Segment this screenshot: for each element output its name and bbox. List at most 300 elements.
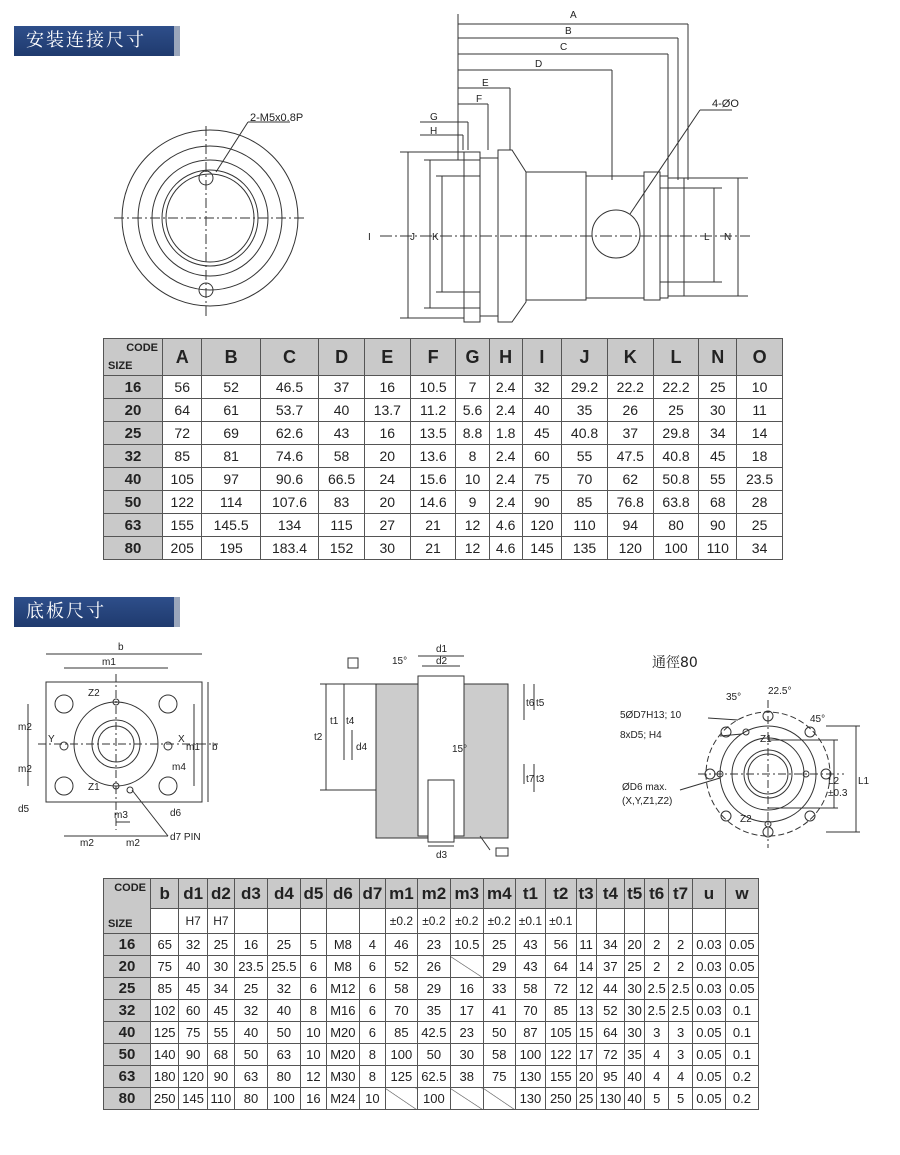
value-cell: M20 [326, 1022, 359, 1044]
value-cell: 120 [607, 537, 653, 560]
tolerance-cell [725, 909, 758, 934]
value-cell: 17 [576, 1044, 596, 1066]
value-cell: 43 [515, 934, 545, 956]
value-cell: 40.8 [562, 422, 608, 445]
column-header: G [456, 339, 489, 376]
value-cell: 30 [625, 1000, 645, 1022]
value-cell: 23 [417, 934, 450, 956]
value-cell: 81 [202, 445, 260, 468]
size-cell: 32 [104, 1000, 151, 1022]
svg-text:d5: d5 [18, 804, 30, 815]
column-header: t3 [576, 879, 596, 909]
value-cell: 6 [359, 978, 385, 1000]
value-cell: 90 [179, 1044, 207, 1066]
value-cell: 83 [319, 491, 365, 514]
value-cell: 102 [151, 1000, 179, 1022]
value-cell: 29 [483, 956, 515, 978]
table-row [104, 399, 783, 422]
column-header: d5 [300, 879, 326, 909]
value-cell: 25 [267, 934, 300, 956]
section-header-base: 底板尺寸 [14, 597, 174, 627]
value-cell: 62.6 [260, 422, 318, 445]
value-cell: 37 [596, 956, 624, 978]
table-row [104, 537, 783, 560]
value-cell: 20 [625, 934, 645, 956]
value-cell: 16 [364, 376, 410, 399]
tolerance-cell [151, 909, 179, 934]
size-cell: 80 [104, 537, 163, 560]
svg-text:d6: d6 [170, 808, 182, 819]
value-cell: 120 [179, 1066, 207, 1088]
value-cell: 40 [522, 399, 561, 422]
column-header: d4 [267, 879, 300, 909]
column-header: m4 [483, 879, 515, 909]
value-cell: 80 [235, 1088, 268, 1110]
value-cell: 105 [546, 1022, 576, 1044]
size-cell: 25 [104, 978, 151, 1000]
value-cell: 23 [450, 1022, 483, 1044]
value-cell: 40 [179, 956, 207, 978]
value-cell: 5 [300, 934, 326, 956]
value-cell: 85 [163, 445, 202, 468]
value-cell: 16 [364, 422, 410, 445]
value-cell: 58 [385, 978, 417, 1000]
value-cell: 11 [737, 399, 783, 422]
cross-section-drawing [300, 640, 560, 865]
value-cell: 25 [207, 934, 234, 956]
value-cell: 20 [364, 491, 410, 514]
value-cell: 64 [596, 1022, 624, 1044]
value-cell: 100 [515, 1044, 545, 1066]
value-cell: 2 [645, 934, 669, 956]
value-cell: 21 [410, 537, 456, 560]
value-cell: 140 [151, 1044, 179, 1066]
table-row [104, 422, 783, 445]
value-cell: 25 [625, 956, 645, 978]
tolerance-cell: ±0.1 [546, 909, 576, 934]
value-cell: 61 [202, 399, 260, 422]
value-cell: 13 [576, 1000, 596, 1022]
tolerance-cell: ±0.2 [483, 909, 515, 934]
value-cell [450, 1088, 483, 1110]
column-header: I [522, 339, 561, 376]
size-cell: 32 [104, 445, 163, 468]
value-cell: 56 [546, 934, 576, 956]
value-cell: 29 [417, 978, 450, 1000]
value-cell: 34 [737, 537, 783, 560]
table-row [104, 1066, 759, 1088]
value-cell: 70 [515, 1000, 545, 1022]
tolerance-cell [596, 909, 624, 934]
value-cell: 25 [653, 399, 699, 422]
value-cell: 22.2 [653, 376, 699, 399]
table-row [104, 978, 759, 1000]
value-cell: 63 [235, 1066, 268, 1088]
section-header-install: 安装连接尺寸 [14, 26, 174, 56]
svg-text:X: X [178, 734, 185, 745]
value-cell: 8 [359, 1066, 385, 1088]
value-cell: 50 [417, 1044, 450, 1066]
value-cell: 122 [163, 491, 202, 514]
value-cell: 30 [450, 1044, 483, 1066]
value-cell: 100 [385, 1044, 417, 1066]
side-view-drawing [360, 0, 780, 340]
column-header: m1 [385, 879, 417, 909]
svg-text:t6: t6 [526, 698, 535, 709]
value-cell: 46.5 [260, 376, 318, 399]
tolerance-cell [300, 909, 326, 934]
value-cell: 45 [207, 1000, 234, 1022]
value-cell: 40 [625, 1088, 645, 1110]
table-row [104, 376, 783, 399]
tolerance-cell [645, 909, 669, 934]
tolerance-cell: ±0.2 [417, 909, 450, 934]
front-view-drawing [100, 100, 330, 330]
value-cell: 105 [163, 468, 202, 491]
value-cell: 50.8 [653, 468, 699, 491]
hole-label: 4-ØO [712, 98, 739, 110]
value-cell: 2.4 [489, 491, 522, 514]
column-header: J [562, 339, 608, 376]
value-cell: 115 [319, 514, 365, 537]
value-cell: 134 [260, 514, 318, 537]
pattern-title: 通徑80 [652, 655, 698, 671]
value-cell: 2 [669, 934, 693, 956]
value-cell: 4.6 [489, 537, 522, 560]
svg-text:t3: t3 [536, 774, 545, 785]
tolerance-cell [235, 909, 268, 934]
value-cell: M8 [326, 934, 359, 956]
value-cell: 0.05 [693, 1066, 726, 1088]
value-cell: 30 [625, 978, 645, 1000]
value-cell: 10 [737, 376, 783, 399]
value-cell: 6 [359, 1000, 385, 1022]
svg-text:G: G [430, 112, 438, 123]
svg-text:N: N [724, 232, 732, 243]
value-cell: 12 [576, 978, 596, 1000]
svg-text:D: D [535, 59, 543, 70]
value-cell: 2.5 [645, 978, 669, 1000]
column-header: F [410, 339, 456, 376]
value-cell: 2.4 [489, 468, 522, 491]
value-cell: 35 [625, 1044, 645, 1066]
value-cell: 26 [417, 956, 450, 978]
value-cell: 0.05 [725, 956, 758, 978]
column-header: d3 [235, 879, 268, 909]
value-cell: 90 [699, 514, 737, 537]
value-cell: 55 [699, 468, 737, 491]
svg-text:Z2: Z2 [740, 814, 752, 825]
column-header: B [202, 339, 260, 376]
value-cell: 0.03 [693, 1000, 726, 1022]
value-cell: 135 [562, 537, 608, 560]
value-cell: 0.1 [725, 1022, 758, 1044]
column-header: K [607, 339, 653, 376]
value-cell: 122 [546, 1044, 576, 1066]
value-cell: 68 [207, 1044, 234, 1066]
value-cell: 9 [456, 491, 489, 514]
value-cell: 130 [515, 1066, 545, 1088]
flange-pattern-drawing [620, 680, 880, 860]
value-cell: 0.05 [693, 1088, 726, 1110]
value-cell: 65 [151, 934, 179, 956]
value-cell: 0.2 [725, 1066, 758, 1088]
size-cell: 63 [104, 1066, 151, 1088]
tolerance-cell [576, 909, 596, 934]
value-cell: 72 [163, 422, 202, 445]
value-cell: 35 [562, 399, 608, 422]
value-cell: 250 [151, 1088, 179, 1110]
svg-text:E: E [482, 78, 489, 89]
value-cell: 30 [625, 1022, 645, 1044]
value-cell: 100 [417, 1088, 450, 1110]
table-row [104, 1088, 759, 1110]
value-cell: 75 [151, 956, 179, 978]
value-cell: 90.6 [260, 468, 318, 491]
size-cell: 25 [104, 422, 163, 445]
value-cell [450, 956, 483, 978]
svg-text:b: b [118, 642, 124, 653]
value-cell: 85 [151, 978, 179, 1000]
tolerance-cell [669, 909, 693, 934]
value-cell: 40 [235, 1022, 268, 1044]
value-cell: 25 [483, 934, 515, 956]
column-header: m2 [417, 879, 450, 909]
value-cell: 5 [669, 1088, 693, 1110]
svg-text:t4: t4 [346, 716, 355, 727]
tolerance-cell [693, 909, 726, 934]
size-cell: 40 [104, 468, 163, 491]
value-cell: 34 [596, 934, 624, 956]
value-cell: 27 [364, 514, 410, 537]
value-cell: 0.03 [693, 978, 726, 1000]
value-cell: M24 [326, 1088, 359, 1110]
value-cell: 32 [179, 934, 207, 956]
value-cell: 11.2 [410, 399, 456, 422]
value-cell: 8 [456, 445, 489, 468]
value-cell: 0.2 [725, 1088, 758, 1110]
value-cell: 69 [202, 422, 260, 445]
size-cell: 80 [104, 1088, 151, 1110]
value-cell: 2.4 [489, 376, 522, 399]
value-cell: 125 [151, 1022, 179, 1044]
value-cell: 6 [300, 956, 326, 978]
svg-text:15°: 15° [392, 656, 408, 667]
value-cell: 64 [163, 399, 202, 422]
value-cell: 52 [385, 956, 417, 978]
value-cell: 50 [235, 1044, 268, 1066]
value-cell: 55 [562, 445, 608, 468]
tolerance-cell [267, 909, 300, 934]
svg-text:m2: m2 [126, 838, 140, 849]
value-cell: 90 [522, 491, 561, 514]
table-row [104, 934, 759, 956]
table-row [104, 445, 783, 468]
value-cell: 5 [645, 1088, 669, 1110]
value-cell: 3 [645, 1022, 669, 1044]
value-cell: 2.4 [489, 399, 522, 422]
svg-text:m2: m2 [18, 764, 32, 775]
value-cell: 12 [300, 1066, 326, 1088]
value-cell: 25.5 [267, 956, 300, 978]
value-cell: 29.2 [562, 376, 608, 399]
value-cell: 40 [625, 1066, 645, 1088]
svg-text:m4: m4 [172, 762, 186, 773]
value-cell: 16 [235, 934, 268, 956]
value-cell: 32 [522, 376, 561, 399]
svg-text:B: B [565, 26, 572, 37]
value-cell: 145 [179, 1088, 207, 1110]
value-cell: 2.4 [489, 445, 522, 468]
svg-text:15°: 15° [452, 744, 468, 755]
column-header: d1 [179, 879, 207, 909]
value-cell: 145.5 [202, 514, 260, 537]
svg-text:d1: d1 [436, 644, 448, 655]
value-cell: 85 [562, 491, 608, 514]
svg-text:Z1: Z1 [88, 782, 100, 793]
svg-text:5ØD7H13; 10: 5ØD7H13; 10 [620, 710, 682, 721]
value-cell [483, 1088, 515, 1110]
value-cell [385, 1088, 417, 1110]
svg-text:m2: m2 [80, 838, 94, 849]
value-cell: 107.6 [260, 491, 318, 514]
column-header: t2 [546, 879, 576, 909]
value-cell: 46 [385, 934, 417, 956]
tolerance-cell: H7 [179, 909, 207, 934]
value-cell: 35 [417, 1000, 450, 1022]
svg-text:J: J [410, 232, 415, 243]
value-cell: M20 [326, 1044, 359, 1066]
value-cell: 2 [645, 956, 669, 978]
value-cell: 4 [359, 934, 385, 956]
value-cell: 12 [456, 537, 489, 560]
value-cell: 8 [300, 1000, 326, 1022]
tolerance-cell: H7 [207, 909, 234, 934]
size-cell: 50 [104, 1044, 151, 1066]
value-cell: 23.5 [235, 956, 268, 978]
value-cell: 6 [300, 978, 326, 1000]
value-cell: 180 [151, 1066, 179, 1088]
value-cell: 47.5 [607, 445, 653, 468]
value-cell: 52 [202, 376, 260, 399]
value-cell: 63 [267, 1044, 300, 1066]
value-cell: 37 [319, 376, 365, 399]
value-cell: 29.8 [653, 422, 699, 445]
value-cell: 0.03 [693, 934, 726, 956]
value-cell: 43 [319, 422, 365, 445]
svg-text:±0.3: ±0.3 [828, 788, 848, 799]
value-cell: 24 [364, 468, 410, 491]
svg-text:Y: Y [48, 734, 55, 745]
value-cell: 64 [546, 956, 576, 978]
value-cell: 114 [202, 491, 260, 514]
column-header: L [653, 339, 699, 376]
value-cell: 74.6 [260, 445, 318, 468]
svg-text:t7: t7 [526, 774, 535, 785]
size-cell: 40 [104, 1022, 151, 1044]
svg-text:ØD6 max.: ØD6 max. [622, 782, 668, 793]
value-cell: 94 [607, 514, 653, 537]
column-header: E [364, 339, 410, 376]
svg-text:K: K [432, 232, 439, 243]
value-cell: 25 [235, 978, 268, 1000]
svg-text:L: L [704, 232, 710, 243]
value-cell: 21 [410, 514, 456, 537]
value-cell: 13.6 [410, 445, 456, 468]
value-cell: 4 [645, 1044, 669, 1066]
svg-text:m1: m1 [186, 742, 200, 753]
svg-text:F: F [476, 94, 483, 105]
value-cell: 6 [359, 956, 385, 978]
value-cell: 85 [546, 1000, 576, 1022]
value-cell: 22.2 [607, 376, 653, 399]
table-corner: CODE SIZE [104, 339, 163, 376]
value-cell: 7 [456, 376, 489, 399]
column-header: t5 [625, 879, 645, 909]
svg-text:d2: d2 [436, 656, 448, 667]
value-cell: 60 [179, 1000, 207, 1022]
tolerance-cell: ±0.2 [385, 909, 417, 934]
svg-text:m1: m1 [102, 657, 116, 668]
value-cell: M16 [326, 1000, 359, 1022]
column-header: u [693, 879, 726, 909]
value-cell: 2.5 [645, 1000, 669, 1022]
value-cell: 10 [456, 468, 489, 491]
svg-text:t1: t1 [330, 716, 339, 727]
table-row [104, 468, 783, 491]
value-cell: 72 [546, 978, 576, 1000]
value-cell: 4 [645, 1066, 669, 1088]
value-cell: 8 [359, 1044, 385, 1066]
value-cell: 30 [207, 956, 234, 978]
table-row [104, 491, 783, 514]
value-cell: 60 [522, 445, 561, 468]
value-cell: 40 [267, 1000, 300, 1022]
value-cell: 53.7 [260, 399, 318, 422]
value-cell: 50 [483, 1022, 515, 1044]
value-cell: 62 [607, 468, 653, 491]
column-header: t7 [669, 879, 693, 909]
value-cell: 34 [699, 422, 737, 445]
value-cell: 25 [699, 376, 737, 399]
column-header: H [489, 339, 522, 376]
value-cell: 56 [163, 376, 202, 399]
value-cell: 87 [515, 1022, 545, 1044]
value-cell: 15 [576, 1022, 596, 1044]
value-cell: 66.5 [319, 468, 365, 491]
base-dimensions-table [103, 878, 759, 1110]
svg-text:d3: d3 [436, 850, 448, 861]
value-cell: 130 [596, 1088, 624, 1110]
column-header: C [260, 339, 318, 376]
value-cell: M12 [326, 978, 359, 1000]
value-cell: 23.5 [737, 468, 783, 491]
value-cell: 15.6 [410, 468, 456, 491]
size-cell: 16 [104, 934, 151, 956]
column-header: b [151, 879, 179, 909]
tolerance-cell: ±0.2 [450, 909, 483, 934]
value-cell: 68 [699, 491, 737, 514]
value-cell: 58 [483, 1044, 515, 1066]
value-cell: 3 [669, 1022, 693, 1044]
value-cell: 42.5 [417, 1022, 450, 1044]
tolerance-cell [359, 909, 385, 934]
value-cell: 152 [319, 537, 365, 560]
value-cell: 26 [607, 399, 653, 422]
value-cell: 16 [450, 978, 483, 1000]
value-cell: 110 [562, 514, 608, 537]
svg-text:I: I [368, 232, 371, 243]
